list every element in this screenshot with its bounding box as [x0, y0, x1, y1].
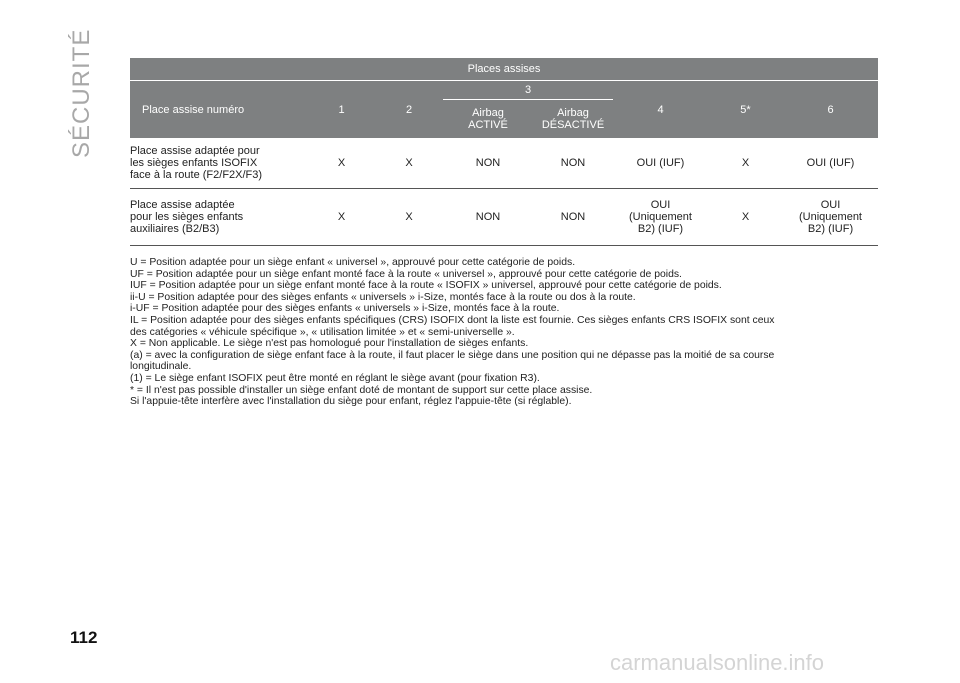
row-label-line: auxiliaires (B2/B3) [130, 223, 220, 235]
cell-seat-3-airbag-active: NON [443, 138, 533, 189]
table-row [130, 189, 878, 246]
page-number: 112 [70, 628, 98, 647]
note-line: UF = Position adaptée pour un siège enfant monté face à la route « universel », approuvé pour cette catégorie de poids. [130, 268, 682, 280]
col-header-4: 4 [613, 81, 708, 139]
cell-line: (Uniquement [799, 211, 862, 223]
col-header-3: 3 [443, 81, 613, 100]
table-row [130, 138, 878, 189]
note-line: X = Non applicable. Le siège n'est pas homologué pour l'installation de sièges enfants. [130, 338, 529, 350]
seat-number-header: Place assise numéro [130, 81, 308, 139]
airbag-inactive-line2: DÉSACTIVÉ [541, 119, 605, 131]
row-label-line: face à la route (F2/F2X/F3) [130, 169, 263, 181]
cell-seat-6 [783, 138, 878, 189]
note-line: (a) = avec la configuration de siège enfant face à la route, il faut placer le siège dans une position qui ne dépasse pas la moitié de sa course [130, 349, 775, 361]
airbag-active-line2: ACTIVÉ [468, 119, 508, 131]
cell-seat-1: X [308, 138, 375, 189]
col-header-airbag-active [443, 100, 533, 139]
cell-seat-3-airbag-active: NON [443, 189, 533, 246]
note-line: U = Position adaptée pour un siège enfant « universel », approuvé pour cette catégorie de poids. [130, 257, 576, 268]
note-line: IL = Position adaptée pour des sièges enfants spécifiques (CRS) ISOFIX dont la liste est fournie. Ces sièges enfants CRS ISOFIX sont ceux [130, 314, 775, 326]
section-title: SÉCURITÉ [68, 28, 95, 158]
col-header-6: 6 [783, 81, 878, 139]
cell-seat-2: X [375, 189, 443, 246]
col-header-5: 5* [708, 81, 783, 139]
cell-seat-2: X [375, 138, 443, 189]
cell-seat-4 [613, 138, 708, 189]
cell-line: OUI (IUF) [636, 157, 685, 169]
cell-line: OUI (IUF) [806, 157, 855, 169]
cell-seat-1: X [308, 189, 375, 246]
cell-line: OUI [650, 199, 671, 211]
cell-seat-4 [613, 189, 708, 246]
note-line: IUF = Position adaptée pour un siège enfant monté face à la route « ISOFIX » universel, approuvé pour cette catégorie de poids. [130, 280, 722, 292]
note-line: * = Il n'est pas possible d'installer un siège enfant doté de montant de support sur cette place assise. [130, 384, 593, 396]
col-header-2: 2 [375, 81, 443, 139]
airbag-active-line1: Airbag [472, 107, 504, 119]
col-header-airbag-inactive [533, 100, 613, 139]
watermark: carmanualsonline.info [610, 650, 825, 675]
note-line: longitudinale. [130, 361, 192, 373]
note-line: Si l'appuie-tête interfère avec l'installation du siège pour enfant, réglez l'appuie-tête (si réglable). [130, 396, 572, 408]
row-label [130, 189, 308, 246]
row-label-line: Place assise adaptée [130, 199, 235, 211]
row-label-line: pour les sièges enfants [130, 211, 244, 223]
note-line: des catégories « véhicule spécifique », « utilisation limitée » et « semi-universelle ». [130, 326, 515, 338]
cell-seat-6 [783, 189, 878, 246]
row-label-line: les sièges enfants ISOFIX [130, 157, 258, 169]
airbag-inactive-line1: Airbag [557, 107, 589, 119]
note-line: i-UF = Position adaptée pour des sièges enfants « universels » i-Size, montés face à la route. [130, 303, 560, 315]
legend-notes [130, 257, 878, 408]
cell-line: OUI [820, 199, 841, 211]
cell-line: (Uniquement [629, 211, 692, 223]
cell-line: B2) (IUF) [807, 223, 854, 235]
cell-seat-3-airbag-inactive: NON [533, 189, 613, 246]
places-assises-header: Places assises [130, 58, 878, 81]
row-label [130, 138, 308, 189]
note-line: (1) = Le siège enfant ISOFIX peut être monté en réglant le siège avant (pour fixation R3). [130, 372, 540, 384]
row-label-line: Place assise adaptée pour [130, 145, 260, 157]
cell-line: B2) (IUF) [637, 223, 684, 235]
cell-seat-5: X [708, 138, 783, 189]
cell-seat-3-airbag-inactive: NON [533, 138, 613, 189]
cell-seat-5: X [708, 189, 783, 246]
col-header-1: 1 [308, 81, 375, 139]
note-line: ii-U = Position adaptée pour des sièges enfants « universels » i-Size, montés face à la route ou dos à la route. [130, 291, 636, 303]
seat-compatibility-table [130, 58, 878, 246]
